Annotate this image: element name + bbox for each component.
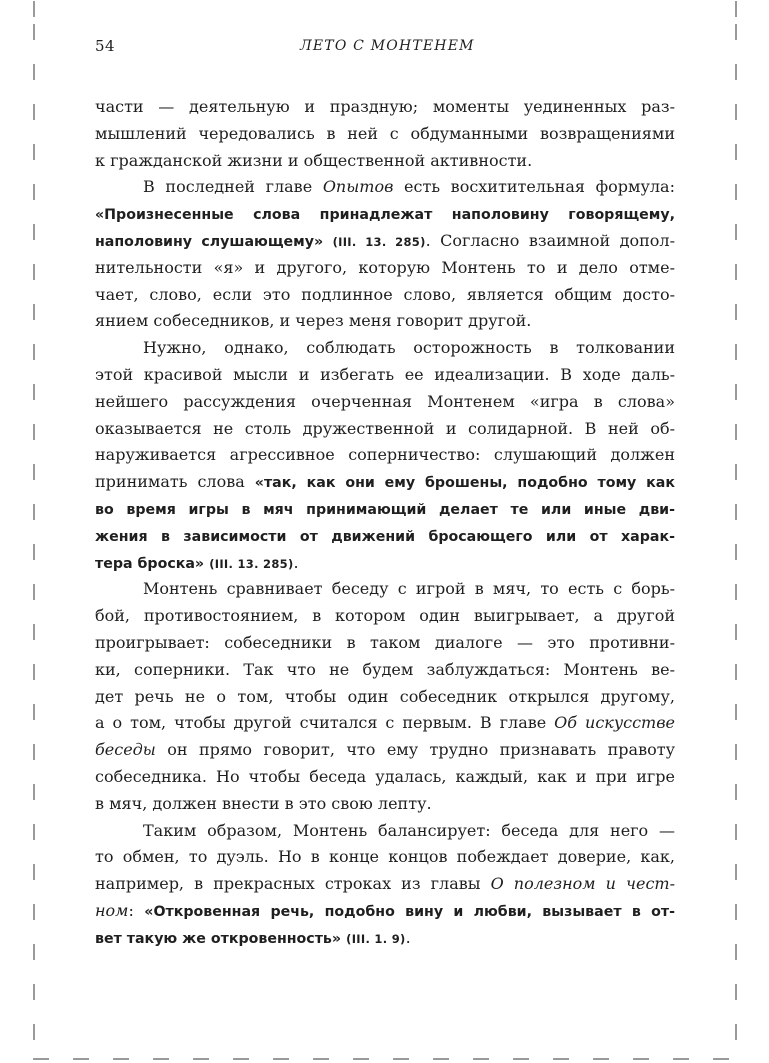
text-line <box>95 469 675 496</box>
line-text: . <box>293 552 299 572</box>
line-text: Монтень сравнивает беседу с игрой в мяч, то есть с борь- <box>143 579 675 599</box>
text-line <box>95 362 675 389</box>
text-line <box>95 121 675 148</box>
chapter-title: О полезном и чест- <box>490 874 675 894</box>
text-line <box>95 94 675 121</box>
text-line <box>95 174 675 201</box>
text-line <box>95 255 675 282</box>
text-line <box>95 282 675 309</box>
line-text: этой красивой мысли и избегать ее идеализации. В ходе даль- <box>95 364 675 384</box>
line-text: наруживается агрессивное соперничество: слушающий должен <box>95 445 675 465</box>
crop-mark-bottom <box>33 1058 737 1060</box>
text-line <box>95 442 675 469</box>
text-line <box>95 603 675 630</box>
citation-reference: (III. 13. 285) <box>332 234 426 249</box>
citation-reference: (III. 1. 9) <box>346 931 406 946</box>
body-text <box>95 94 675 952</box>
text-line <box>95 550 675 577</box>
line-text: ки, соперники. Так что не будем заблуждаться: Монтень ве- <box>95 659 675 679</box>
line-text: дет речь не о том, чтобы один собеседник открылся другому, <box>95 686 675 706</box>
running-title: ЛЕТО С МОНТЕНЕМ <box>300 38 475 54</box>
book-title: Опытов <box>322 177 394 197</box>
line-text: собеседника. Но чтобы беседа удалась, каждый, как и при игре <box>95 766 675 786</box>
line-text: принимать слова <box>95 472 255 492</box>
quote-text: жения в зависимости от движений бросающего или от харак- <box>95 528 675 545</box>
text-line <box>95 201 675 228</box>
crop-mark-right <box>735 0 737 1063</box>
text-line <box>95 657 675 684</box>
text-line <box>95 228 675 255</box>
line-text: . <box>405 927 411 947</box>
quote-text: «Произнесенные слова принадлежат наполовину говорящему, <box>95 207 675 224</box>
quote-text: «так, как они ему брошены, подобно тому как <box>254 475 675 492</box>
line-text: Таким образом, Монтень балансирует: беседа для него — <box>143 820 675 840</box>
text-line <box>95 737 675 764</box>
chapter-title: ном <box>95 900 129 920</box>
text-line <box>95 710 675 737</box>
quote-text: «Откровенная речь, подобно вину и любви, вызывает в от- <box>144 903 675 920</box>
text-line <box>95 684 675 711</box>
text-line <box>95 416 675 443</box>
text-line <box>95 818 675 845</box>
line-text: есть восхитительная формула: <box>393 177 675 197</box>
line-text: нейшего рассуждения очерченная Монтенем «игра в слова» <box>95 391 675 411</box>
line-text: проигрывает: собеседники в таком диалоге — это противни- <box>95 632 675 652</box>
line-text: мышлений чередовались в ней с обдуманными возвращениями <box>95 123 675 143</box>
text-line <box>95 148 675 175</box>
line-text: то обмен, то дуэль. Но в конце концов побеждает доверие, как, <box>95 847 675 867</box>
text-line <box>95 335 675 362</box>
line-text: янием собеседников, и через меня говорит другой. <box>95 311 532 331</box>
line-text: он прямо говорит, что ему трудно признавать правоту <box>155 740 675 760</box>
line-text: : <box>128 900 145 920</box>
line-text: . Согласно взаимной допол- <box>425 230 675 250</box>
text-line <box>95 308 675 335</box>
line-text: В последней главе <box>143 177 323 197</box>
chapter-title: Об искусстве <box>554 713 675 733</box>
line-text: к гражданской жизни и общественной активности. <box>95 150 533 170</box>
page-number: 54 <box>95 37 116 55</box>
line-text: а о том, чтобы другой считался с первым. В главе <box>95 713 555 733</box>
text-line <box>95 630 675 657</box>
line-text: бой, противостоянием, в котором один выигрывает, а другой <box>95 606 675 626</box>
line-text: оказывается не столь дружественной и солидарной. В ней об- <box>95 418 675 438</box>
line-text: в мяч, должен внести в это свою лепту. <box>95 793 432 813</box>
text-line <box>95 496 675 523</box>
quote-text: во время игры в мяч принимающий делает те или иные дви- <box>95 501 675 518</box>
text-line <box>95 791 675 818</box>
line-text: части — деятельную и праздную; моменты уединенных раз- <box>95 97 675 116</box>
line-text: Нужно, однако, соблюдать осторожность в толковании <box>143 338 675 358</box>
crop-mark-left <box>33 0 35 1063</box>
line-text: нительности «я» и другого, которую Монтень то и дело отме- <box>95 257 675 277</box>
line-text: например, в прекрасных строках из главы <box>95 874 491 894</box>
quote-text: вет такую же откровенность» <box>95 930 342 947</box>
text-line <box>95 844 675 871</box>
citation-reference: (III. 13. 285) <box>209 556 294 571</box>
text-line <box>95 898 675 925</box>
text-line <box>95 389 675 416</box>
quote-text: наполовину слушающему» <box>95 233 324 250</box>
text-line <box>95 576 675 603</box>
text-line <box>95 523 675 550</box>
text-line <box>95 871 675 898</box>
text-line <box>95 764 675 791</box>
text-line <box>95 925 675 952</box>
chapter-title: беседы <box>95 740 156 760</box>
line-text: чает, слово, если это подлинное слово, является общим досто- <box>95 284 675 304</box>
quote-text: тера броска» <box>95 555 205 572</box>
